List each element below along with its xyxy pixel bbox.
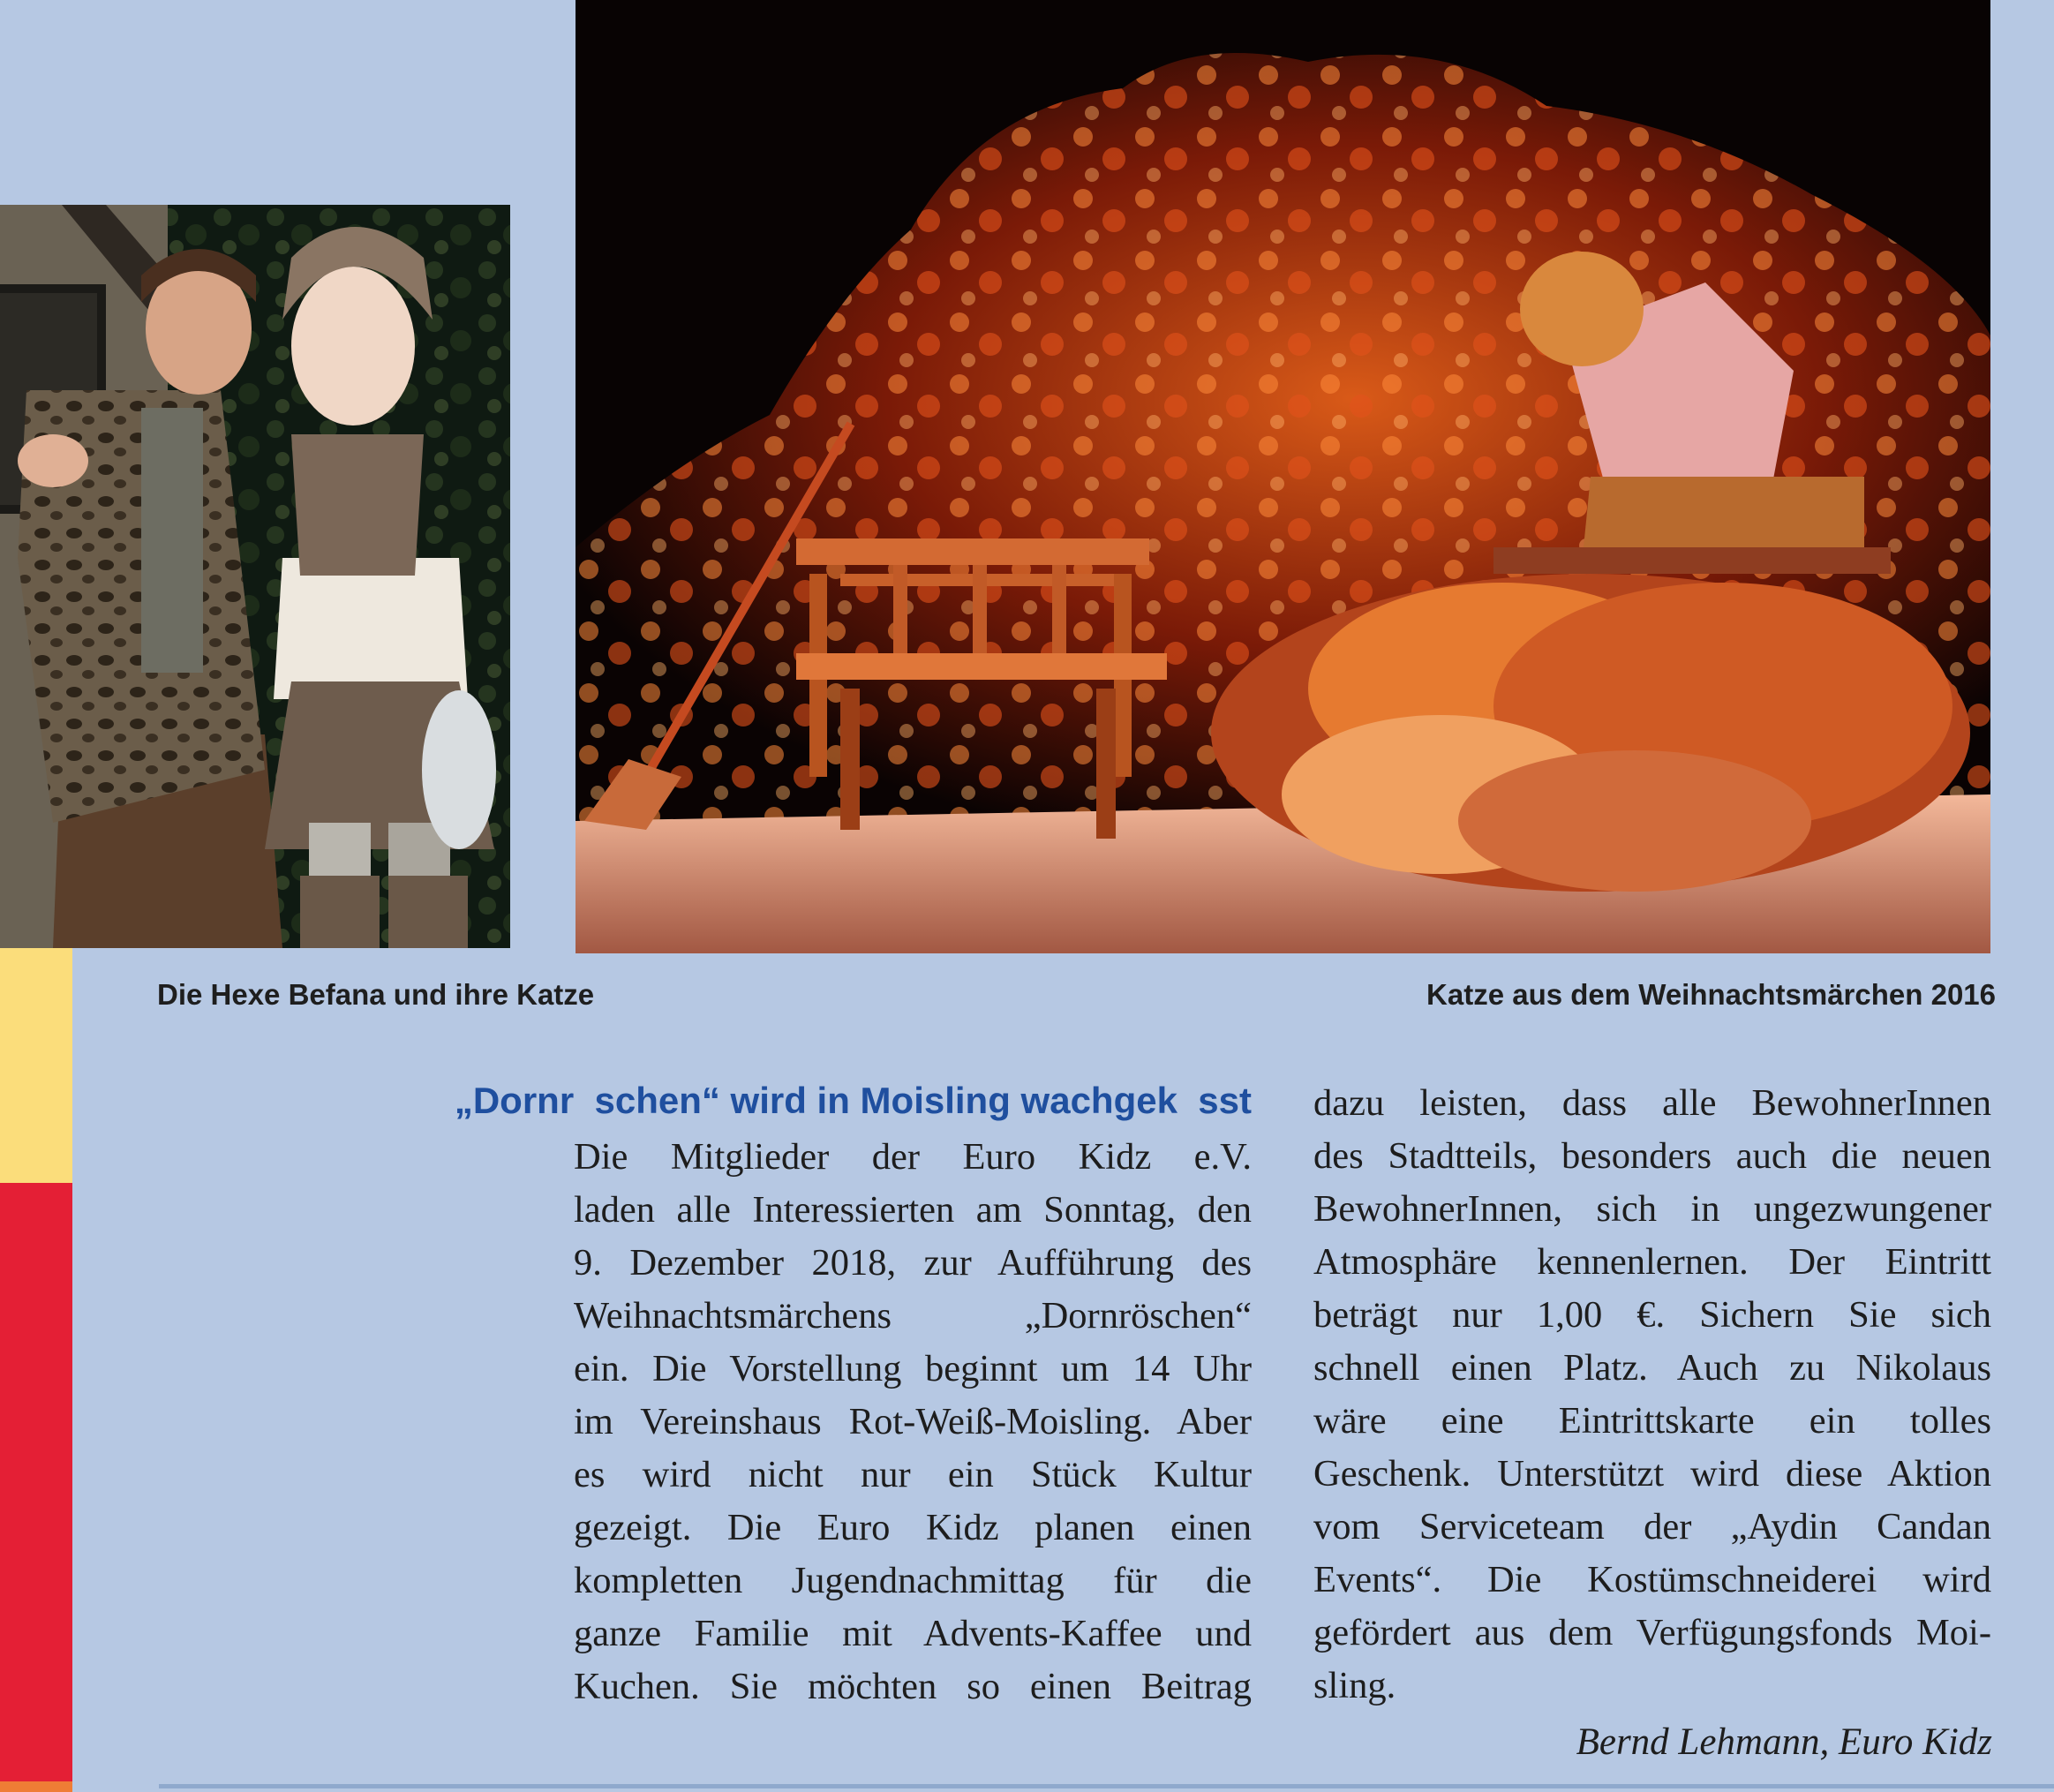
column-1-line: Die Mitglieder der Euro Kidz e.V. — [574, 1136, 1252, 1178]
column-2-line: gefördert aus dem Verfügungsfonds Moi- — [1313, 1612, 1991, 1653]
bottom-rule — [159, 1784, 2054, 1788]
column-2-line: Geschenk. Unterstützt wird diese Aktion — [1313, 1453, 1991, 1495]
column-1-line: ganze Familie mit Advents-Kaffee und — [574, 1613, 1252, 1654]
side-bar-orange — [0, 1781, 72, 1792]
side-bar-red — [0, 1183, 72, 1781]
column-2-line: BewohnerInnen, sich in ungezwungener — [1313, 1188, 1991, 1230]
photo-witch-and-cat — [0, 205, 510, 948]
article-column-2 — [1313, 1077, 1991, 1713]
article-signature: Bernd Lehmann, Euro Kidz — [1576, 1721, 1992, 1763]
column-1-line: kompletten Jugendnachmittag für die — [574, 1560, 1252, 1601]
column-1-line: im Vereinshaus Rot-Weiß-Moisling. Aber — [574, 1401, 1252, 1442]
column-1-line: Kuchen. Sie möchten so einen Beitrag — [574, 1666, 1252, 1707]
column-2-line: wäre eine Eintrittskarte ein tolles — [1313, 1400, 1991, 1442]
column-1-line: Weihnachtsmärchens „Dornröschen“ — [574, 1295, 1252, 1336]
column-1-line: gezeigt. Die Euro Kidz planen einen — [574, 1507, 1252, 1548]
photo-caption-right: Katze aus dem Weihnachtsmärchen 2016 — [1426, 978, 1996, 1011]
column-1-line: ein. Die Vorstellung beginnt um 14 Uhr — [574, 1348, 1252, 1389]
column-1-line: 9. Dezember 2018, zur Aufführung des — [574, 1242, 1252, 1284]
column-2-line: schnell einen Platz. Auch zu Nikolaus — [1313, 1347, 1991, 1389]
article-headline: „Dornr schen“ wird in Moisling wachgek sst — [454, 1080, 1252, 1121]
side-bar-yellow — [0, 921, 72, 1183]
column-2-line: beträgt nur 1,00 €. Sichern Sie sich — [1313, 1294, 1991, 1336]
column-2-line: dazu leisten, dass alle BewohnerInnen — [1313, 1082, 1991, 1124]
column-2-line: Atmosphäre kennenlernen. Der Eintritt — [1313, 1241, 1991, 1283]
photo-caption-left: Die Hexe Befana und ihre Katze — [157, 978, 595, 1011]
photo-stage-cat — [576, 0, 1990, 953]
column-2-line: sling. — [1313, 1665, 1396, 1706]
column-1-line: laden alle Interessierten am Sonntag, den — [574, 1189, 1252, 1231]
column-2-line: vom Serviceteam der „Aydin Candan — [1313, 1506, 1991, 1547]
column-2-line: des Stadtteils, besonders auch die neuen — [1313, 1135, 1991, 1177]
column-1-line: es wird nicht nur ein Stück Kultur — [574, 1454, 1252, 1495]
article-column-1 — [574, 1131, 1252, 1713]
column-2-line: Events“. Die Kostümschneiderei wird — [1313, 1559, 1991, 1600]
